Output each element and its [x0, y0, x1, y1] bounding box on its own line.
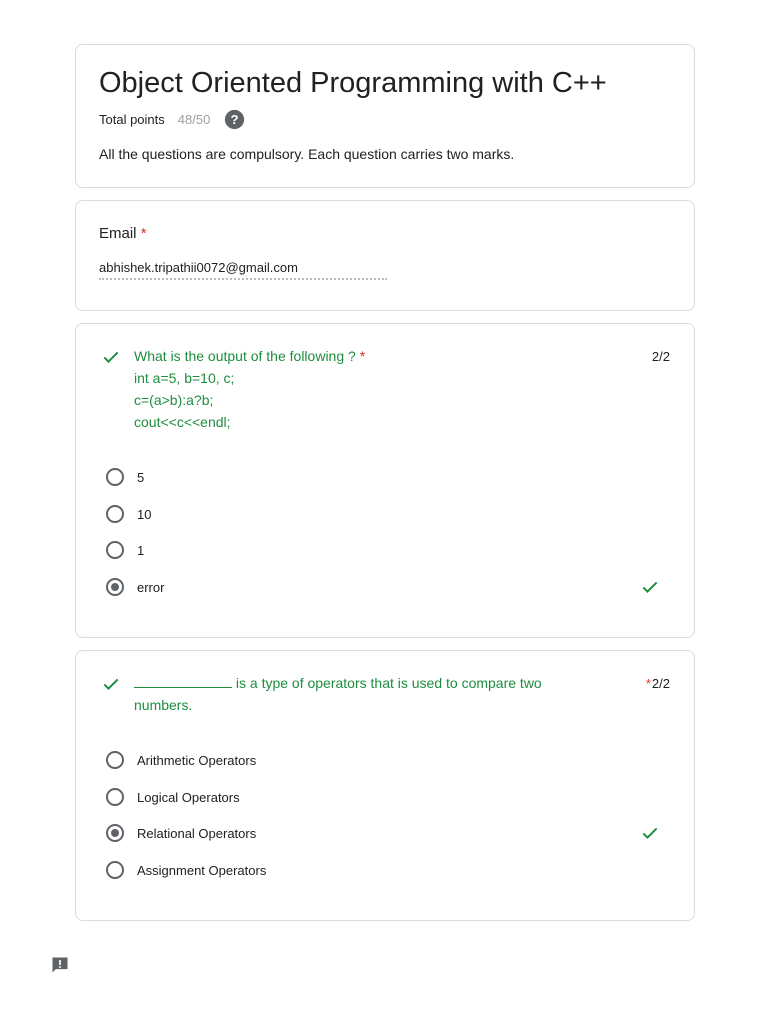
option-error[interactable] — [106, 578, 164, 596]
email-value: abhishek.tripathii0072@gmail.com — [99, 260, 298, 275]
fill-blank — [134, 673, 232, 688]
question-line: cout<<c<<endl; — [134, 414, 231, 430]
option-10[interactable] — [106, 505, 151, 523]
email-underline — [99, 277, 387, 280]
radio-button[interactable] — [106, 861, 124, 879]
form-title: Object Oriented Programming with C++ — [99, 67, 607, 99]
option-label: 10 — [137, 506, 152, 522]
radio-button[interactable] — [106, 541, 124, 559]
option-label: Arithmetic Operators — [137, 752, 257, 768]
form-description: All the questions are compulsory. Each question carries two marks. — [99, 146, 515, 162]
radio-button[interactable] — [106, 505, 124, 523]
form-header-card — [75, 44, 695, 188]
required-asterisk: * — [140, 225, 147, 242]
email-card — [75, 200, 695, 311]
option-1[interactable] — [106, 541, 144, 559]
checkmark-icon — [101, 674, 121, 694]
option-assignment[interactable] — [106, 861, 266, 879]
option-label: Relational Operators — [137, 825, 257, 841]
radio-button[interactable] — [106, 788, 124, 806]
required-asterisk: * — [645, 676, 651, 691]
help-icon[interactable] — [224, 109, 245, 130]
required-asterisk: * — [359, 348, 366, 364]
option-label: 5 — [137, 469, 145, 485]
question-line: numbers. — [134, 697, 193, 713]
email-label — [99, 225, 147, 242]
radio-button-selected[interactable] — [106, 578, 124, 596]
option-5[interactable] — [106, 468, 144, 486]
radio-button[interactable] — [106, 468, 124, 486]
question-text — [134, 345, 365, 433]
total-points-value: 48/50 — [177, 112, 211, 127]
checkmark-icon — [101, 347, 121, 367]
checkmark-icon — [640, 823, 660, 843]
question-text — [134, 672, 584, 716]
option-label: Assignment Operators — [137, 862, 267, 878]
radio-button[interactable] — [106, 751, 124, 769]
question-score: 2/2 — [651, 349, 670, 364]
question-line: is a type of operators that is used to compare two — [134, 672, 584, 694]
report-problem-icon[interactable] — [50, 955, 70, 975]
total-points-row — [99, 109, 245, 130]
radio-button-selected[interactable] — [106, 824, 124, 842]
question-line: c=(a>b):a?b; — [134, 392, 214, 408]
question-line: int a=5, b=10, c; — [134, 370, 235, 386]
checkmark-icon — [640, 577, 660, 597]
option-label: 1 — [137, 542, 145, 558]
option-label: error — [137, 579, 165, 595]
option-relational[interactable] — [106, 824, 256, 842]
total-points-label: Total points — [99, 112, 165, 127]
option-logical[interactable] — [106, 788, 240, 806]
svg-text:?: ? — [230, 111, 239, 127]
question-card-1 — [75, 323, 695, 638]
option-arithmetic[interactable] — [106, 751, 256, 769]
question-card-2 — [75, 650, 695, 921]
option-label: Logical Operators — [137, 789, 240, 805]
email-label-text: Email — [99, 225, 137, 242]
question-score: *2/2 — [645, 676, 670, 691]
question-line: What is the output of the following ? * — [134, 348, 366, 364]
